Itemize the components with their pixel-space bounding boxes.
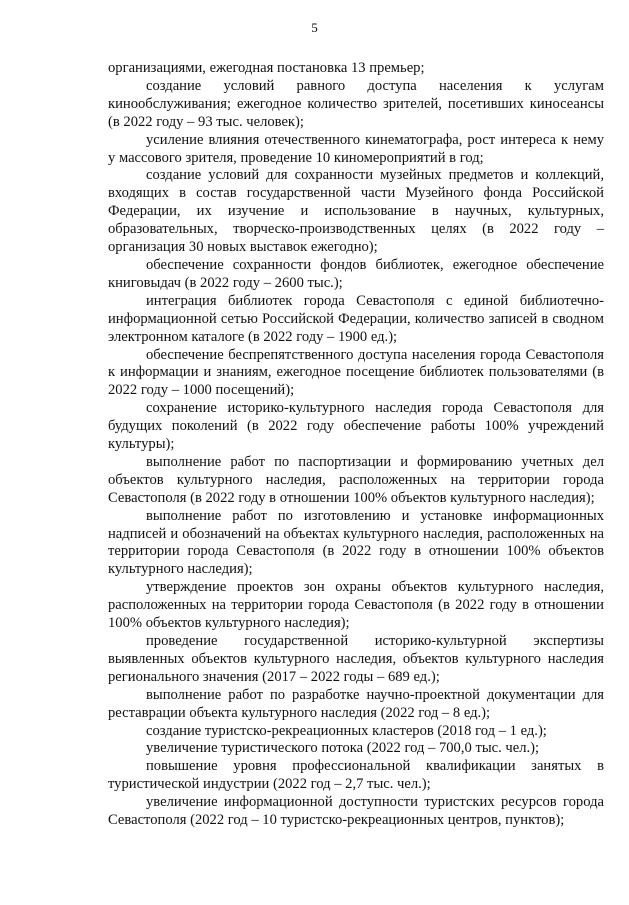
paragraph-heritage-passports: выполнение работ по паспортизации и формированию учетных дел объектов культурного наследия, расположенных на территории города Севастополя (в 2022 году в отношении 100% объектов культурного наследия); bbox=[108, 453, 604, 506]
paragraph-protection-zones: утверждение проектов зон охраны объектов культурного наследия, расположенных на территории города Севастополя (в 2022 году в отношении 100% объектов культурного наследия); bbox=[108, 579, 604, 632]
paragraph-cinema-access: создание условий равного доступа населения к услугам кинообслуживания; ежегодное количество зрителей, посетивших киносеансы (в 2022 году – 93 тыс. человек); bbox=[108, 77, 604, 130]
paragraph-tourism-qualification: повышение уровня профессиональной квалификации занятых в туристической индустрии (2022 год – 2,7 тыс. чел.); bbox=[108, 758, 604, 793]
paragraph-cinema-influence: усиление влияния отечественного кинематографа, рост интереса к нему у массового зрителя, проведение 10 киномероприятий в год; bbox=[108, 131, 604, 166]
paragraph-tourism-info-access: увеличение информационной доступности туристских ресурсов города Севастополя (2022 год – 10 туристско-рекреационных центров, пунктов); bbox=[108, 794, 604, 829]
paragraph-heritage-preservation: сохранение историко-культурного наследия города Севастополя для будущих поколений (в 2022 году обеспечение работы 100% учреждений культуры); bbox=[108, 400, 604, 453]
paragraph-library-funds: обеспечение сохранности фондов библиотек, ежегодное обеспечение книговыдач (в 2022 году – 2600 тыс.); bbox=[108, 256, 604, 291]
paragraph-restoration-docs: выполнение работ по разработке научно-проектной документации для реставрации объекта культурного наследия (2022 год – 8 ед.); bbox=[108, 686, 604, 721]
paragraph-continuation: организациями, ежегодная постановка 13 премьер; bbox=[108, 60, 425, 76]
document-body bbox=[108, 60, 604, 830]
paragraph-heritage-signage: выполнение работ по изготовлению и установке информационных надписей и обозначений на объектах культурного наследия, расположенных на территории города Севастополя (в 2022 году в отношении 100% объектов культурного наследия); bbox=[108, 507, 604, 578]
paragraph-library-integration: интеграция библиотек города Севастополя с единой библиотечно-информационной сетью Российской Федерации, количество записей в сводном электронном каталоге (в 2022 году – 1900 ед.); bbox=[108, 292, 604, 345]
paragraph-library-access: обеспечение беспрепятственного доступа населения города Севастополя к информации и знаниям, ежегодное посещение библиотек пользователями (в 2022 году – 1000 посещений); bbox=[108, 346, 604, 399]
page-number: 5 bbox=[311, 20, 318, 35]
paragraph-tourism-clusters: создание туристско-рекреационных кластеров (2018 год – 1 ед.); bbox=[146, 722, 547, 739]
paragraph-museum-fund: создание условий для сохранности музейных предметов и коллекций, входящих в состав государственной части Музейного фонда Российской Федерации, их изучение и использование в научных, культурных, образовательных, творческо-производственных целях (в 2022 году – организация 30 новых выставок ежегодно); bbox=[108, 167, 604, 256]
paragraph-tourist-flow: увеличение туристического потока (2022 год – 700,0 тыс. чел.); bbox=[146, 740, 540, 757]
paragraph-expertise: проведение государственной историко-культурной экспертизы выявленных объектов культурного наследия, объектов культурного наследия регионального значения (2017 – 2022 годы – 689 ед.); bbox=[108, 633, 604, 685]
